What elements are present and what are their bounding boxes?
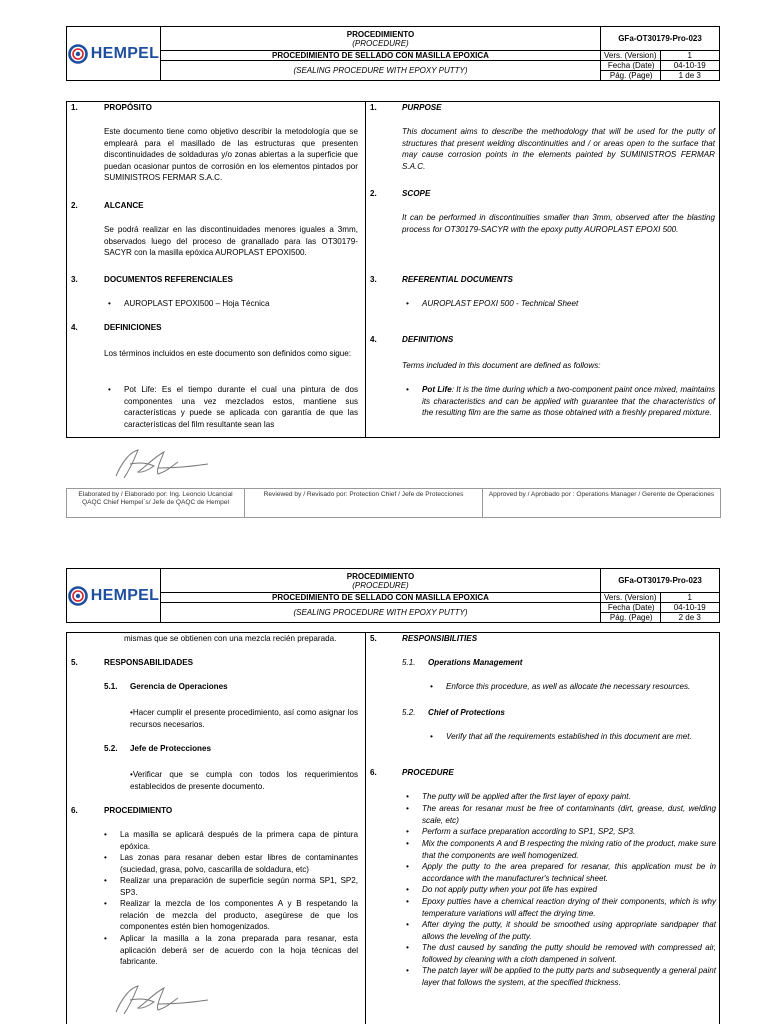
approval-footer bbox=[66, 488, 721, 518]
section-title-proposito: PROPÓSITO bbox=[104, 103, 152, 112]
page-header bbox=[66, 26, 720, 81]
version-value: 1 bbox=[660, 593, 720, 603]
approved-by: Approved by / Aprobado por : Operations Manager / Gerente de Operaciones bbox=[483, 489, 721, 518]
document-page-2 bbox=[0, 528, 768, 1024]
hempel-logo-icon bbox=[68, 586, 88, 606]
section-number: 3. bbox=[370, 275, 377, 284]
hempel-logo-icon bbox=[68, 44, 88, 64]
title-es: PROCEDIMIENTO bbox=[346, 571, 415, 581]
section-title-responsibilities: RESPONSIBILITIES bbox=[402, 634, 478, 643]
version-label: Vers. (Version) bbox=[601, 593, 661, 603]
page-number: 1 de 3 bbox=[678, 71, 701, 80]
section-text-alcance: Se podrá realizar en las discontinuidades menores iguales a 3mm, observados luego del proceso de granallado para las OT30179-SACYR con la masilla epóxica AUROPLAST EPOXI500. bbox=[104, 225, 358, 257]
document-title bbox=[161, 569, 601, 593]
list-item bbox=[422, 384, 715, 419]
section-title-referential: REFERENTIAL DOCUMENTS bbox=[402, 275, 513, 284]
subsection-number: 5.2. bbox=[402, 708, 416, 717]
document-title bbox=[161, 27, 601, 51]
section-number: 3. bbox=[71, 275, 78, 284]
subsection-number: 5.2. bbox=[104, 744, 118, 753]
list-item: • La masilla se aplicará después de la primera capa de pintura epóxica. bbox=[120, 829, 358, 852]
subsection-number: 5.1. bbox=[402, 658, 416, 667]
section-text-definitions: Terms included in this document are defined as follows: bbox=[402, 361, 601, 370]
list-item: • Epoxy putties have a chemical reaction drying of their components, which is why temperature variations will affect the drying time. bbox=[422, 896, 716, 919]
signature-icon bbox=[108, 978, 218, 1020]
list-item: • Enforce this procedure, as well as allocate the necessary resources. bbox=[446, 681, 716, 693]
list-item: • Pot Life: Es el tiempo durante el cual una pintura de dos componentes una vez mezclados estos, mantiene sus características y puede se aplicada con garantía de que las características del film resultante sean las bbox=[124, 384, 358, 430]
list-item: • AUROPLAST EPOXI 500 - Technical Sheet bbox=[422, 298, 712, 310]
section-number: 4. bbox=[370, 335, 377, 344]
section-title-purpose: PURPOSE bbox=[402, 103, 442, 112]
title-en: (PROCEDURE) bbox=[352, 38, 409, 48]
section-title-scope: SCOPE bbox=[402, 189, 431, 198]
section-number: 1. bbox=[71, 103, 78, 112]
list-item: • The putty will be applied after the first layer of epoxy paint. bbox=[422, 791, 716, 803]
list-item: • Realizar la mezcla de los componentes A y B respetando la relación de mezcla del producto, asegúrese de que los componentes estén bien homogenizados. bbox=[120, 898, 358, 933]
date-value: 04-10-19 bbox=[661, 61, 720, 71]
list-item: • Realizar una preparación de superficie según norma SP1, SP2, SP3. bbox=[120, 875, 358, 898]
list-item: • The patch layer will be applied to the putty parts and subsequently a general paint layer that follows the system, at the specified thickness. bbox=[422, 965, 716, 988]
section-text-definiciones: Los términos incluidos en este documento son definidos como sigue: bbox=[104, 349, 352, 358]
subtitle-es: PROCEDIMIENTO DE SELLADO CON MASILLA EPOXICA bbox=[161, 51, 601, 61]
reviewed-by: Reviewed by / Revisado por: Protection Chief / Jefe de Protecciones bbox=[245, 489, 483, 518]
content-box bbox=[66, 632, 720, 1024]
list-item: • Verify that all the requirements established in this document are met. bbox=[446, 731, 716, 743]
spanish-column bbox=[67, 633, 365, 1024]
section-title-procedure: PROCEDURE bbox=[402, 768, 454, 777]
subsection-title: Chief of Protections bbox=[428, 708, 505, 717]
subsection-text: •Verificar que se cumpla con todos los requerimientos establecidos de presente documento. bbox=[130, 770, 358, 791]
list-item: • Mix the components A and B respecting the mixing ratio of the product, make sure that the components are well homogenized. bbox=[422, 838, 716, 861]
subsection-number: 5.1. bbox=[104, 682, 118, 691]
section-number: 5. bbox=[71, 658, 78, 667]
subsection-title: Operations Management bbox=[428, 658, 523, 667]
section-text-purpose: This document aims to describe the methodology that will be used for the putty of structures that present welding discontinuities and / or areas open to the surface that may cause corrosion points in the elements painted by SUMINISTROS FERMAR S.A.C. bbox=[402, 127, 715, 171]
section-number: 6. bbox=[71, 806, 78, 815]
section-number: 4. bbox=[71, 323, 78, 332]
brand-logo bbox=[67, 27, 161, 81]
date-label: Fecha (Date) bbox=[601, 61, 660, 71]
title-en: (PROCEDURE) bbox=[352, 580, 409, 590]
section-title-definitions: DEFINITIONS bbox=[402, 335, 454, 344]
brand-name: HEMPEL bbox=[90, 587, 160, 604]
section-number: 2. bbox=[370, 189, 377, 198]
section-number: 2. bbox=[71, 201, 78, 210]
signature-icon bbox=[108, 442, 218, 484]
section-number: 5. bbox=[370, 634, 377, 643]
elaborated-by: Elaborated by / Elaborado por: Ing. Leoncio Ucancial QAQC Chief Hempel´s/ Jefe de QAQC de Hempel bbox=[67, 489, 245, 518]
section-title-definiciones: DEFINICIONES bbox=[104, 323, 162, 332]
date-value: 04-10-19 bbox=[661, 603, 720, 613]
section-text-proposito: Este documento tiene como objetivo describir la metodología que se empleará para el masillado de las estructuras que presenten discontinuidades de soldaduras y/o zonas abiertas a la superficie que puedan ocasionar puntos de corrosión en los elementos pintados por SUMINISTROS FERMAR S.A.C. bbox=[104, 127, 358, 182]
page-label: Pág. (Page) bbox=[609, 71, 653, 80]
content-box bbox=[66, 101, 720, 438]
continued-text: mismas que se obtienen con una mezcla recién preparada. bbox=[124, 634, 337, 643]
section-title-alcance: ALCANCE bbox=[104, 201, 144, 210]
section-number: 6. bbox=[370, 768, 377, 777]
version-label: Vers. (Version) bbox=[601, 51, 661, 61]
brand-logo bbox=[67, 569, 161, 623]
english-column bbox=[366, 633, 721, 1024]
term-pot-life: Pot Life bbox=[422, 385, 452, 394]
list-item: • After drying the putty, it should be smoothed using appropriate sandpaper that allows the leveling of the putty. bbox=[422, 919, 716, 942]
brand-name: HEMPEL bbox=[90, 45, 160, 62]
section-title-responsabilidades: RESPONSABILIDADES bbox=[104, 658, 194, 667]
section-title-procedimiento: PROCEDIMIENTO bbox=[104, 806, 173, 815]
english-column bbox=[366, 102, 721, 437]
document-code: GFa-OT30179-Pro-023 bbox=[601, 569, 720, 593]
list-item: • Aplicar la masilla a la zona preparada para resanar, esta aplicación deberá ser de acuerdo con la hoja técnicas del fabricante. bbox=[120, 933, 358, 968]
list-item: • The areas for resanar must be free of contaminants (dirt, grease, dust, welding scale, etc) bbox=[422, 803, 716, 826]
document-code: GFa-OT30179-Pro-023 bbox=[601, 27, 720, 51]
list-item: • AUROPLAST EPOXI500 – Hoja Técnica bbox=[124, 298, 354, 310]
subsection-title: Gerencia de Operaciones bbox=[130, 682, 228, 691]
subsection-text: •Hacer cumplir el presente procedimiento, así como asignar los recursos necesarios. bbox=[130, 708, 358, 729]
definition-pot-life: : It is the time during which a two-component paint once mixed, maintains its characteristics and can be applied with guarantee that the characteristics of the resulting film are the same as those obtained with a freshly prepared mixture. bbox=[422, 385, 715, 417]
page-header bbox=[66, 568, 720, 623]
version-value: 1 bbox=[660, 51, 720, 61]
title-es: PROCEDIMIENTO bbox=[346, 29, 415, 39]
page-label: Pág. (Page) bbox=[609, 613, 653, 622]
date-label: Fecha (Date) bbox=[601, 603, 660, 613]
subtitle-es: PROCEDIMIENTO DE SELLADO CON MASILLA EPOXICA bbox=[161, 593, 601, 603]
subtitle-en: (SEALING PROCEDURE WITH EPOXY PUTTY) bbox=[161, 61, 601, 81]
spanish-column bbox=[67, 102, 365, 437]
list-item: • Do not apply putty when your pot life has expired bbox=[422, 884, 716, 896]
section-number: 1. bbox=[370, 103, 377, 112]
page-number: 2 de 3 bbox=[678, 613, 701, 622]
subsection-title: Jefe de Protecciones bbox=[130, 744, 211, 753]
list-item: • Perform a surface preparation according to SP1, SP2, SP3. bbox=[422, 826, 716, 838]
list-item: • Apply the putty to the area prepared for resanar, this application must be in accordance with the manufacturer's technical sheet. bbox=[422, 861, 716, 884]
section-text-scope: It can be performed in discontinuities smaller than 3mm, observed after the blasting process for OT30179-SACYR with the epoxy putty AUROPLAST EPOXI 500. bbox=[402, 213, 715, 234]
list-item: • The dust caused by sanding the putty should be removed with compressed air, followed by cleaning with a cloth dampened in solvent. bbox=[422, 942, 716, 965]
section-title-documentos: DOCUMENTOS REFERENCIALES bbox=[104, 275, 233, 284]
subtitle-en: (SEALING PROCEDURE WITH EPOXY PUTTY) bbox=[161, 603, 601, 623]
list-item: • Las zonas para resanar deben estar libres de contaminantes (suciedad, grasa, polvo, cascarilla de soldadura, etc) bbox=[120, 852, 358, 875]
